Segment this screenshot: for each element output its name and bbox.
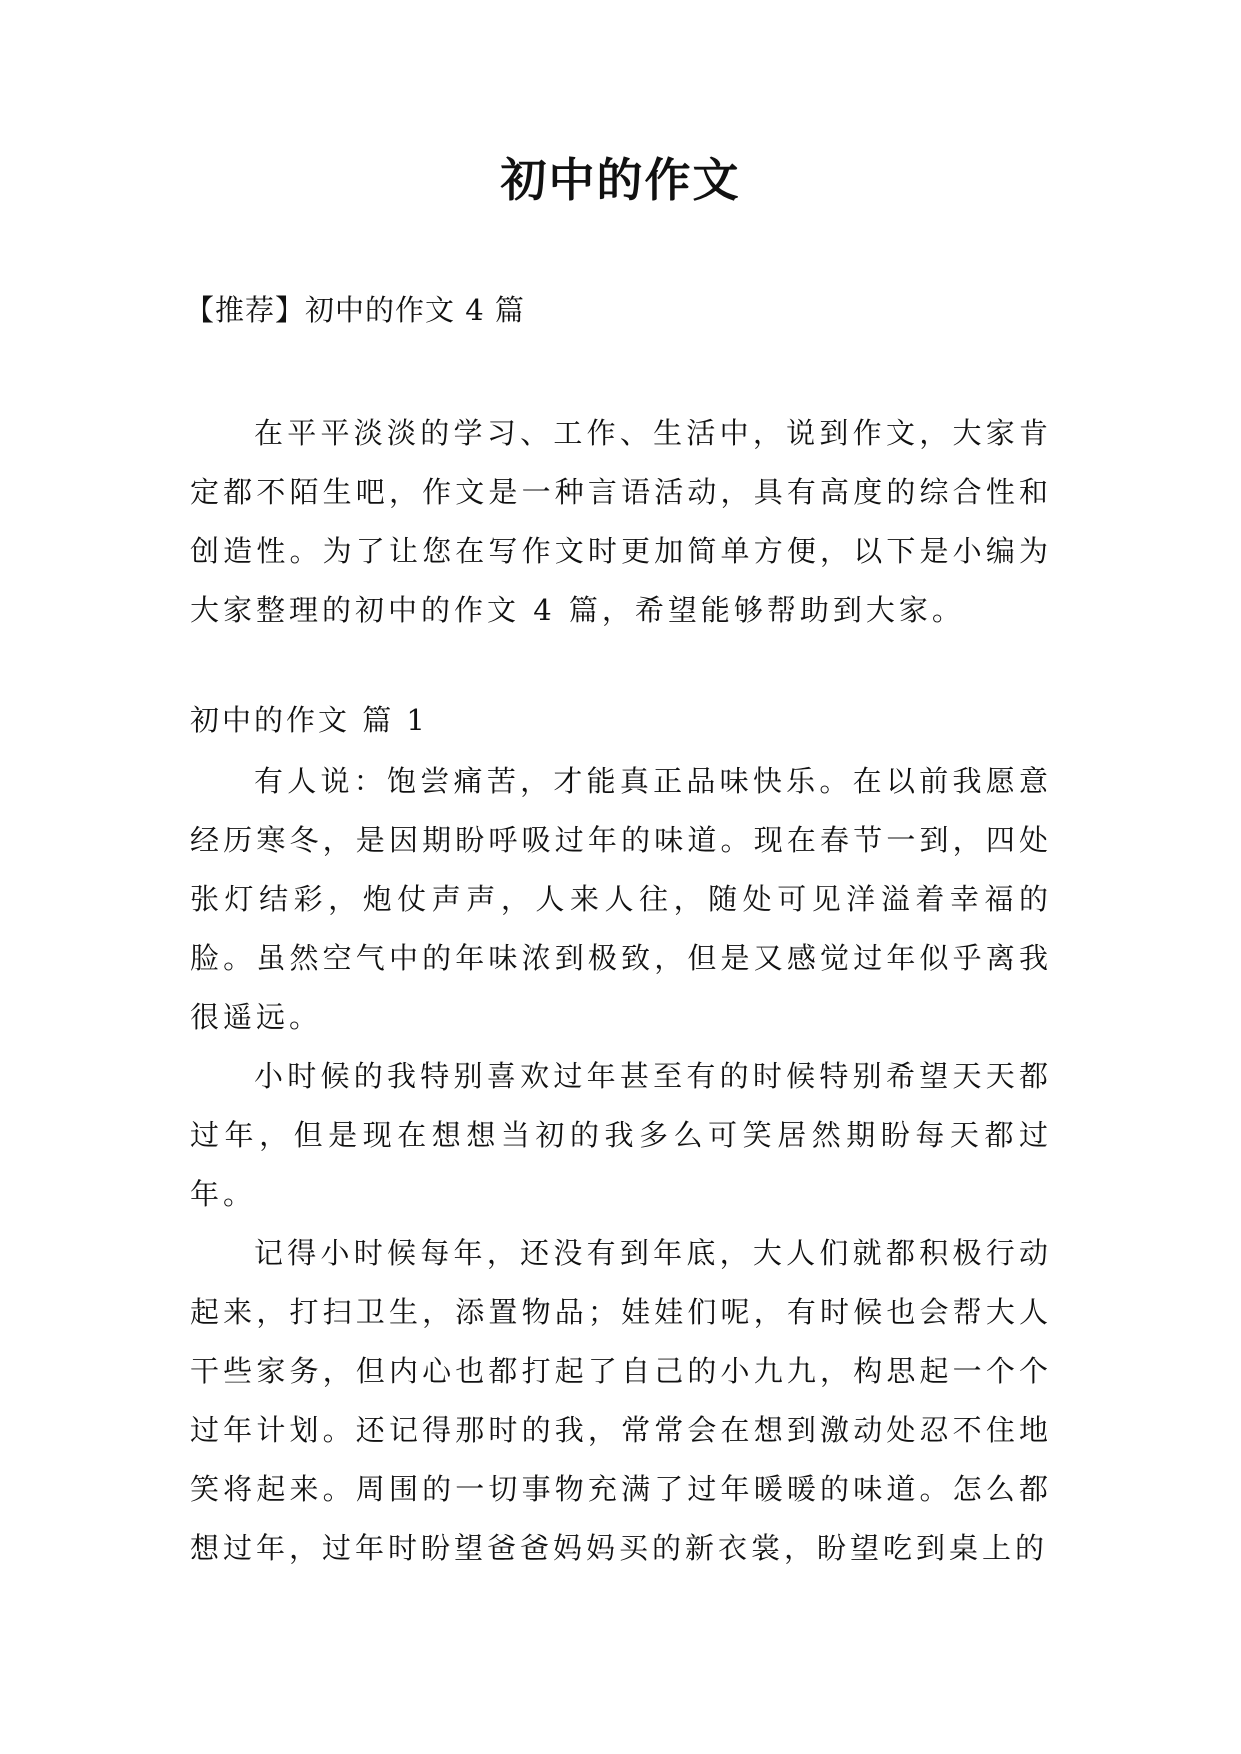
body-paragraph-2: 小时候的我特别喜欢过年甚至有的时候特别希望天天都过年，但是现在想想当初的我多么可笑居然期盼每天都过年。 <box>190 1059 1052 1211</box>
intro-paragraph: 在平平淡淡的学习、工作、生活中，说到作文，大家肯定都不陌生吧，作文是一种言语活动，具有高度的综合性和创造性。为了让您在写作文时更加简单方便，以下是小编为大家整理的初中的作文 4 篇，希望能够帮助到大家。 <box>190 416 1052 627</box>
document-title: 初中的作文 <box>500 153 741 207</box>
section-heading: 初中的作文 篇 1 <box>190 703 428 737</box>
body-paragraph-3: 记得小时候每年，还没有到年底，大人们就都积极行动起来，打扫卫生，添置物品；娃娃们呢，有时候也会帮大人干些家务，但内心也都打起了自己的小九九，构思起一个个过年计划。还记得那时的我，常常会在想到激动处忍不住地笑将起来。周围的一切事物充满了过年暖暖的味道。怎么都想过年，过年时盼望爸爸妈妈买的新衣裳，盼望吃到桌上的 <box>190 1236 1052 1565</box>
body-paragraph-1: 有人说：饱尝痛苦，才能真正品味快乐。在以前我愿意经历寒冬，是因期盼呼吸过年的味道。现在春节一到，四处张灯结彩，炮仗声声，人来人往，随处可见洋溢着幸福的脸。虽然空气中的年味浓到极致，但是又感觉过年似乎离我很遥远。 <box>190 764 1052 1034</box>
document-subtitle: 【推荐】初中的作文 4 篇 <box>185 293 525 327</box>
